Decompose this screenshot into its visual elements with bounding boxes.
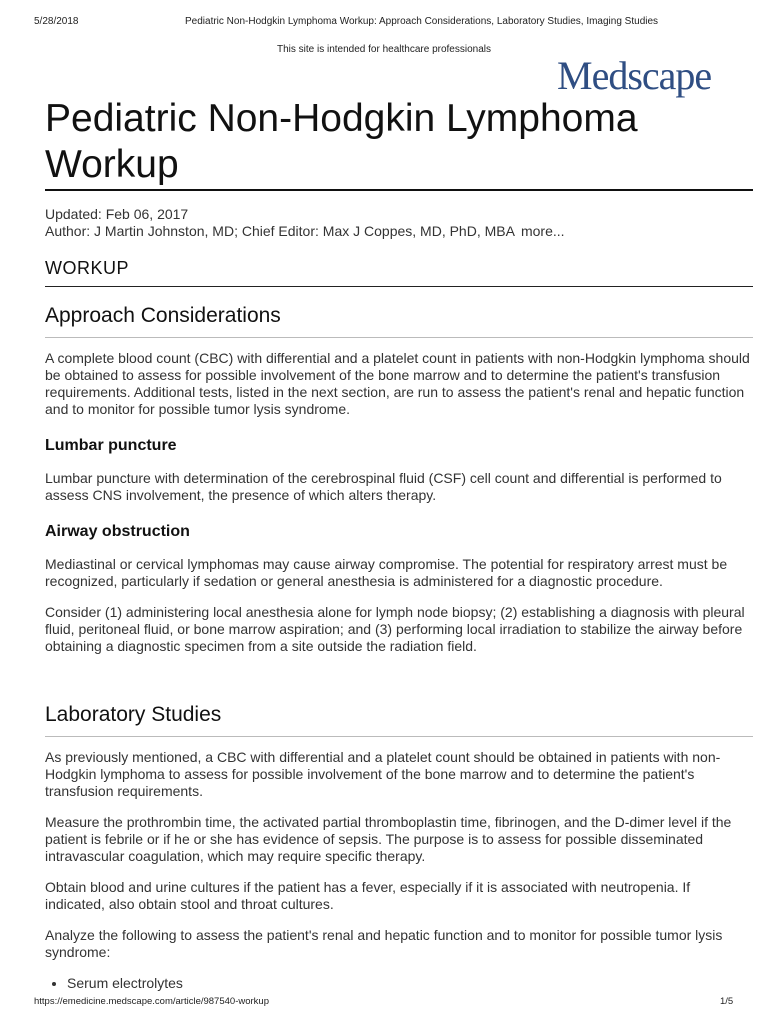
- list-item: • Serum electrolytes: [67, 975, 753, 992]
- author-text: Author: J Martin Johnston, MD; Chief Editor: Max J Coppes, MD, PhD, MBA: [45, 223, 515, 239]
- section-divider: [45, 286, 753, 287]
- print-date: 5/28/2018: [34, 16, 79, 27]
- lab-paragraph-1: As previously mentioned, a CBC with differential and a platelet count should be obtained in patients with non-Hodgkin lymphoma to assess for possible involvement of the bone marrow and to determine the patient's transfusion requirements.: [45, 749, 721, 799]
- professional-notice: This site is intended for healthcare professionals: [276, 44, 491, 55]
- more-authors-link[interactable]: more...: [520, 223, 565, 239]
- lumbar-heading: Lumbar puncture: [45, 437, 177, 454]
- approach-section: [45, 303, 753, 655]
- lab-paragraph-3: Obtain blood and urine cultures if the patient has a fever, especially if it is associated with neutropenia. If indicated, also obtain stool and throat cultures.: [45, 879, 691, 912]
- footer-url: https://emedicine.medscape.com/article/987540-workup: [34, 996, 269, 1007]
- airway-text-2: Consider (1) administering local anesthesia alone for lymph node biopsy; (2) establishing a diagnosis with pleural fluid, peritoneal fluid, or bone marrow aspiration; and (3) performing local irradiation to stabilize the airway before obtaining a diagnostic specimen from a site outside the radiation field.: [45, 604, 745, 654]
- footer-page-number: 1/5: [720, 996, 734, 1007]
- lab-heading: Laboratory Studies: [45, 702, 753, 737]
- lab-paragraph-4: Analyze the following to assess the patient's renal and hepatic function and to monitor for possible tumor lysis syndrome:: [45, 927, 723, 960]
- lab-bullet-list: [45, 975, 753, 992]
- lumbar-text: Lumbar puncture with determination of the cerebrospinal fluid (CSF) cell count and differential is performed to assess CNS involvement, the presence of which alters therapy.: [45, 470, 722, 503]
- page-title: Pediatric Non-Hodgkin Lymphoma Workup: [45, 97, 638, 186]
- logo-part-med: Med: [557, 53, 628, 98]
- lab-section: [45, 702, 753, 992]
- approach-heading: Approach Considerations: [45, 303, 753, 338]
- lab-paragraph-2: Measure the prothrombin time, the activated partial thromboplastin time, fibrinogen, and the D-dimer level if the patient is febrile or if he or she has evidence of sepsis. The purpose is to assess for possible disseminated intravascular coagulation, which may require specific therapy.: [45, 814, 732, 864]
- title-divider: [45, 189, 753, 191]
- section-label: WORKUP: [45, 258, 129, 278]
- logo-part-scape: scape: [627, 53, 712, 98]
- article-meta: [45, 206, 565, 240]
- print-header: [0, 16, 768, 30]
- approach-intro: A complete blood count (CBC) with differential and a platelet count in patients with non-Hodgkin lymphoma should be obtained to assess for possible involvement of the bone marrow and to determine the patient's transfusion requirements. Additional tests, listed in the next section, are run to assess the patient's renal and hepatic function and to monitor for possible tumor lysis syndrome.: [45, 350, 750, 417]
- airway-text-1: Mediastinal or cervical lymphomas may cause airway compromise. The potential for respiratory arrest must be recognized, particularly if sedation or general anesthesia is administered for a diagnostic procedure.: [45, 556, 728, 589]
- print-page-title: Pediatric Non-Hodgkin Lymphoma Workup: Approach Considerations, Laboratory Studies, Imaging Studies: [185, 16, 659, 27]
- medscape-logo[interactable]: [557, 54, 711, 98]
- updated-date: Updated: Feb 06, 2017: [45, 206, 189, 222]
- author-line: [45, 223, 565, 240]
- airway-heading: Airway obstruction: [45, 523, 190, 540]
